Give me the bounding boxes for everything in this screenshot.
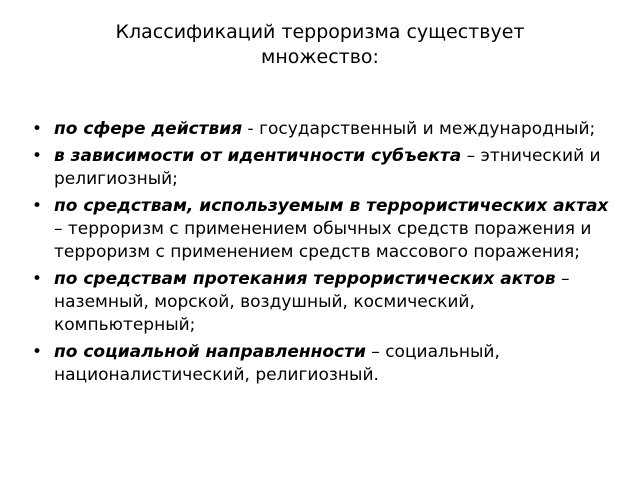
bullet-description: - государственный и международный; <box>242 119 596 139</box>
bullet-description: – социальный, националистический, религиозный. <box>54 342 500 385</box>
bullet-icon: • <box>32 146 43 166</box>
bullet-item-sphere <box>30 118 612 141</box>
bullet-item-environment <box>30 268 612 337</box>
bullet-item-social <box>30 341 612 387</box>
bullet-description: – терроризм с применением обычных средств поражения и терроризм с применением средств массового поражения; <box>54 219 592 262</box>
bullet-description: – этнический и религиозный; <box>54 146 601 189</box>
bullet-icon: • <box>32 342 43 362</box>
bullet-term: в зависимости от идентичности субъекта <box>54 146 462 166</box>
bullet-icon: • <box>32 269 43 289</box>
slide-title: Классификаций терроризма существует множество: <box>115 21 525 68</box>
bullet-icon: • <box>32 196 43 216</box>
bullet-list <box>30 118 612 391</box>
bullet-term: по социальной направленности <box>54 342 366 362</box>
bullet-term: по средствам протекания террористических актов <box>54 269 556 289</box>
bullet-item-identity <box>30 145 612 191</box>
bullet-item-means <box>30 195 612 264</box>
bullet-description: – наземный, морской, воздушный, космический, компьютерный; <box>54 269 570 335</box>
bullet-icon: • <box>32 119 43 139</box>
bullet-term: по сфере действия <box>54 119 243 139</box>
bullet-term: по средствам, используемым в террористических актах <box>54 196 609 216</box>
